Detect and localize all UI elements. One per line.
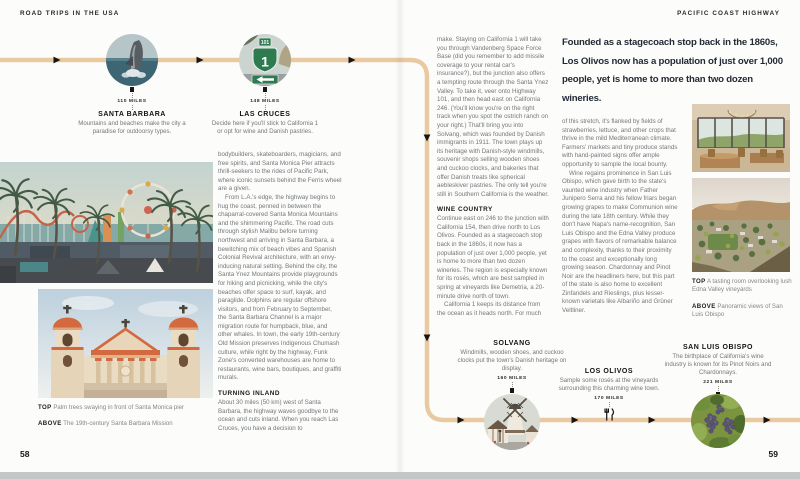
svg-text:101: 101 bbox=[260, 40, 270, 46]
body-paragraph: of this stretch, it's flanked by fields of strawberries, lettuce, and other crops that thrive in the mild Mediterranean climate. Farmers' markets and tiny produce stands with hand-painted signs offer ample opportunity to sample the local bounty. bbox=[562, 118, 678, 168]
caption-label: TOP bbox=[38, 404, 52, 411]
caption-above: ABOVE Panoramic views of San Luis Obispo bbox=[692, 302, 783, 319]
body-paragraph: Wine regains prominence in San Luis Obispo, which gave birth to the state's vaunted wine industry when Father Junipero Serra and his fellow friars began growing grapes to make Communion wine during the late 18th century. While they don't have Napa's name-recognition, San Luis Obispo and the Edna Valley produce grapes with flavors of remarkable balance and complexity, thanks to their proximity to the coast and exceptionally long growing season. Chardonnay and Pinot Noir are the headliners here, but this part of the state is also home to excellent Zinfandels and Rieslings, plus lesser-known varietals like Albariño and Grüner Veltliner. bbox=[562, 169, 678, 315]
route-stop-marker bbox=[130, 87, 135, 92]
route-stop-marker bbox=[510, 388, 515, 393]
left-body-column bbox=[218, 151, 342, 433]
station-miles: 148 MILES bbox=[250, 98, 280, 104]
left-running-head: ROAD TRIPS IN THE USA bbox=[20, 10, 120, 17]
page-gutter bbox=[395, 0, 405, 479]
caption-above: ABOVE The 19th-century Santa Barbara Mission bbox=[38, 420, 173, 428]
station-name: LAS CRUCES bbox=[239, 110, 291, 118]
san-luis-obispo-panorama-photo bbox=[692, 178, 790, 272]
station-name: LOS OLIVOS bbox=[584, 368, 634, 375]
caption-label: ABOVE bbox=[38, 420, 62, 428]
pull-quote: Founded as a stagecoach stop back in the 1860s, Los Olivos now has a population of just over 1,000 people, yet is home to more than two dozen wineries. bbox=[562, 37, 783, 105]
santa-monica-pier-photo bbox=[0, 162, 213, 283]
fork-knife-icon bbox=[603, 408, 616, 421]
right-running-head: PACIFIC COAST HIGHWAY bbox=[677, 10, 780, 17]
station-description: Mountains and beaches make the city a paradise for outdoorsy types. bbox=[78, 119, 186, 135]
station-description: Sample some rosés at the vineyards surrounding this charming wine town. bbox=[558, 377, 660, 393]
body-paragraph: bodybuilders, skateboarders, magicians, and free spirits, and Santa Monica Pier attracts thrill-seekers to the rides of Pacific Park, where iconic sunsets behind the Ferris wheel are a given. bbox=[218, 151, 342, 193]
left-page-number: 58 bbox=[20, 449, 30, 459]
caption-label: ABOVE bbox=[692, 302, 716, 310]
station-los-olivos bbox=[550, 367, 668, 421]
santa-barbara-mission-photo bbox=[38, 289, 213, 398]
station-description: Decide here if you'll stick to California 1 or opt for wine and Danish pastries. bbox=[211, 119, 319, 135]
station-miles: 221 MILES bbox=[703, 380, 733, 386]
tasting-room-photo bbox=[692, 104, 790, 172]
station-description: The birthplace of California's wine industry is known for its Pinot Noirs and Chardonnays. bbox=[664, 353, 772, 377]
solvang-windmill-photo bbox=[484, 394, 540, 450]
station-name: SAN LUIS OBISPO bbox=[682, 344, 754, 351]
grape-vines-photo bbox=[691, 394, 745, 448]
right-captions bbox=[692, 278, 792, 328]
body-paragraph: About 30 miles (50 km) west of Santa Barbara, the highway waves goodbye to the ocean and cuts inland. When you reach Las Cruces, you have a decision to bbox=[218, 399, 339, 432]
station-name: SANTA BARBARA bbox=[98, 110, 166, 118]
right-body-column-1 bbox=[437, 36, 549, 318]
caption-label: TOP bbox=[692, 278, 706, 285]
route-stop-marker bbox=[263, 87, 268, 92]
body-paragraph: make. Staying on California 1 will take you through Vandenberg Space Force Base (did you remember to add missile coverage to your rental car's insurance?), but the junction also offers a tempting route through the Santa Ynez Valley. To take it, veer onto Highway 101, and then head east on California 246. (You'll know you're on the right track when you spot the ostrich ranch on your right.) That'll bring you into Solvang, which was founded by Danish immigrants in 1911. The town plays up its heritage with Danish-style windmills, souvenir shops selling wooden shoes and cuckoo clocks, and bakeries that offer Danish treats like spherical aebleskiver pastries. The only tell you're still in Southern California is the weather. bbox=[437, 36, 549, 198]
california-1-highway-sign-photo bbox=[239, 34, 291, 86]
station-miles: 160 MILES bbox=[497, 376, 527, 382]
right-body-column-2 bbox=[562, 118, 678, 316]
section-heading-wine-country: WINE COUNTRY bbox=[437, 206, 493, 214]
station-miles: 170 MILES bbox=[594, 396, 624, 402]
caption-top: TOP Palm trees swaying in front of Santa Monica pier bbox=[38, 404, 185, 411]
svg-text:1: 1 bbox=[261, 53, 269, 70]
station-santa-barbara bbox=[72, 87, 192, 136]
station-san-luis-obispo bbox=[658, 343, 778, 397]
body-paragraph: California 1 keeps its distance from the ocean as it heads north. For much bbox=[437, 301, 542, 317]
caption-top: TOP A tasting room overlooking lush Edna Valley vineyards bbox=[692, 278, 792, 294]
station-name: SOLVANG bbox=[493, 340, 531, 347]
station-miles: 110 MILES bbox=[117, 98, 147, 104]
left-captions bbox=[38, 404, 190, 437]
breaching-whale-photo bbox=[106, 34, 158, 86]
section-heading-turning-inland: TURNING INLAND bbox=[218, 390, 281, 398]
right-page-number: 59 bbox=[768, 449, 778, 459]
body-paragraph: Continue east on 246 to the junction with California 154, then drive north to Los Olivos. Founded as a stagecoach stop back in the 1860s, it now has a population of just over 1,000 people, yet is home to more than two dozen wineries. The region is especially known for its rosés, which are best sampled in spring at vineyards like Demetria, a 20-minute drive north of town. bbox=[437, 215, 549, 300]
station-las-cruces bbox=[205, 87, 325, 136]
body-paragraph: From L.A.'s edge, the highway begins to hug the coast, penned in between the chaparral-covered Santa Monica Mountains and the shimmering Pacific. The road cuts through stylish Malibu before turning northwest and arriving in Santa Barbara, a bewitching mix of beach vibes and Spanish Colonial Revival architecture, with an envy-inducing natural setting. Behind the city, the Santa Ynez Mountains provide playgrounds for hiking and picnicking, while the city's beaches offer space to surf, kayak, and paraglide. Dolphins are regular offshore visitors, and from February to September, the Santa Barbara Channel is a major migration route for humpback, blue, and other whales. In town, the early 19th-century Old Mission preserves Indigenous Chumash culture, while right by the highway, Funk Zone's converted warehouses are home to restaurants, wine bars, boutiques, and graffiti murals. bbox=[218, 193, 342, 382]
book-bottom-edge bbox=[0, 472, 800, 479]
station-description: Windmills, wooden shoes, and cuckoo clocks put the town's Danish heritage on display. bbox=[457, 349, 567, 373]
